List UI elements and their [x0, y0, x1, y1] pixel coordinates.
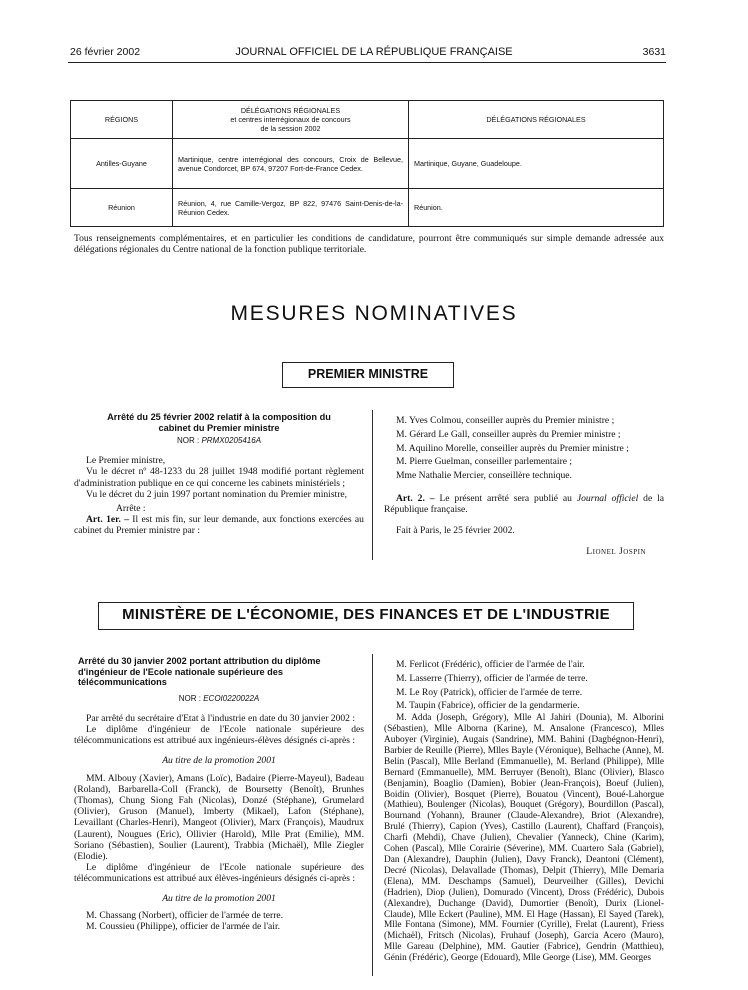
cell-delegations: Réunion. [409, 189, 664, 227]
list-item: M. Yves Colmou, conseiller auprès du Premier ministre ; [396, 415, 615, 426]
eco-nor: NOR : ECOI0220022A [178, 693, 260, 703]
eco-p1: Par arrêté du secrétaire d'Etat à l'industrie en date du 30 janvier 2002 : [86, 712, 356, 724]
eco-promo1: Au titre de la promotion 2001 [162, 755, 276, 767]
list-item: M. Ferlicot (Frédéric), officier de l'armée de l'air. [396, 659, 585, 670]
pm-arrete-left [74, 412, 364, 537]
pm-fait: Fait à Paris, le 25 février 2002. [396, 525, 515, 537]
list-item: M. Lasserre (Thierry), officier de l'armée de terre. [396, 672, 588, 684]
column-divider [372, 410, 373, 560]
pm-signature: Lionel Jospin [586, 545, 646, 557]
eco-arrete-right [384, 658, 664, 964]
pm-arrete-title: Arrêté du 25 février 2002 relatif à la composition du cabinet du Premier ministre [107, 412, 331, 433]
eco-p3: Le diplôme d'ingénieur de l'Ecole nationale supérieure des télécommunications est attribué aux élèves-ingénieurs désignés ci-après : [74, 862, 364, 885]
pm-art1: Art. 1er. – Il est mis fin, sur leur demande, aux fonctions exercées au cabinet du Premier ministre par : [74, 514, 364, 537]
delegations-table [70, 100, 664, 227]
list-item: M. Aquilino Morelle, conseiller auprès du Premier ministre ; [396, 442, 629, 454]
pm-nor: NOR : PRMX0205416A [176, 436, 262, 445]
list-item: M. Chassang (Norbert), officier de l'armée de terre. [86, 909, 284, 921]
journal-title: JOURNAL OFFICIEL DE LA RÉPUBLIQUE FRANÇAISE [235, 46, 513, 58]
header-delegations-centres: DÉLÉGATIONS RÉGIONALES et centres interrégionaux de concours de la session 2002 [173, 101, 409, 139]
eco-list1: MM. Albouy (Xavier), Amans (Loïc), Badaire (Pierre-Mayeul), Badeau (Roland), Barbarella-Coll (Franck), de Boursetty (Benoît), Brunhes (Thomas), Chung Siong Fah (Nicolas), Donzé (Stéphane), Grumelard (Olivier), Gruson (Manuel), Imberty (Mikael), Lafon (Stéphane), Levaillant (Charles-Henri), Mangeot (Olivier), Marx (François), Maudrux (Laurent), Nougues (Eric), Ollivier (Harold), Mlle Prat (Emilie), MM. Soriano (Sébastien), Soulier (Laurent), Trabbia (Michaël), Mlle Ziegler (Elodie). [74, 772, 364, 862]
premier-ministre-heading: PREMIER MINISTRE [282, 362, 454, 388]
table-row [71, 189, 664, 227]
pm-p3: Vu le décret du 2 juin 1997 portant nomination du Premier ministre, [86, 488, 348, 500]
eco-p2: Le diplôme d'ingénieur de l'Ecole nationale supérieure des télécommunications est attribué aux ingénieurs-élèves désignés ci-après : [74, 723, 364, 747]
header-date: 26 février 2002 [70, 46, 141, 58]
section-title: MESURES NOMINATIVES [230, 302, 518, 325]
list-item: M. Taupin (Fabrice), officier de la gendarmerie. [396, 700, 580, 712]
cell-centre: Martinique, centre interrégional des concours, Croix de Bellevue, avenue Condorcet, BP 674, 97207 Fort-de-France Cedex. [173, 139, 409, 189]
table-row [71, 139, 664, 189]
cell-delegations: Martinique, Guyane, Guadeloupe. [409, 139, 664, 189]
pm-arrete-word: Arrête : [116, 503, 146, 515]
list-item: M. Le Roy (Patrick), officier de l'armée de terre. [396, 686, 583, 698]
cell-centre: Réunion, 4, rue Camille-Vergoz, BP 822, 97476 Saint-Denis-de-la-Réunion Cedex. [173, 189, 409, 227]
header-rule [68, 62, 666, 63]
pm-p1: Le Premier ministre, [86, 455, 166, 467]
pm-arrete-right [384, 414, 664, 557]
cell-region: Réunion [71, 189, 173, 227]
pm-p2: Vu le décret nº 48-1233 du 28 juillet 1948 modifié portant règlement d'administration publique en ce qui concerne les cabinets ministériels ; [74, 466, 364, 489]
table-note: Tous renseignements complémentaires, et en particulier les conditions de candidature, pourront être communiqués sur simple demande adressée aux délégations régionales du Centre national de la fonction publique territoriale. [74, 234, 664, 255]
column-divider [372, 654, 373, 976]
header-regions: RÉGIONS [71, 101, 173, 139]
list-item: Mme Nathalie Mercier, conseillère technique. [396, 470, 572, 482]
cell-region: Antilles-Guyane [71, 139, 173, 189]
pm-art2: Art. 2. – Le présent arrêté sera publié au Journal officiel de la République française. [384, 492, 665, 516]
ministere-heading: MINISTÈRE DE L'ÉCONOMIE, DES FINANCES ET DE L'INDUSTRIE [98, 602, 634, 630]
header-delegations-regionales: DÉLÉGATIONS RÉGIONALES [409, 101, 664, 139]
eco-names-list: M. Adda (Joseph, Grégory), Mlle Al Jahiri (Dounia), M. Alborini (Sébastien), Mlle Alborna (Karine), M. Ansalone (Francesco), Mlles Auboyer (Virginie), Augais (Sandrine), MM. Bahini (Dagbégnon-Henri), Barbier de Reuille (Pierre), Mlles Bayle (Véronique), Belhache (Anne), M. Belin (Pascal), Mlle Berland (Emmanuelle), M. Berland (Philippe), Mlle Bernard (Emmanuelle), MM. Berruyer (Benoît), Blanc (Olivier), Blasco (Benjamin), Boaglio (Damien), Bobier (Jean-François), Boeuf (Julien), Boidin (Olivier), Bosquet (Pierre), Bouatou (Vincent), Boué-Lahorgue (Mathieu), Boulenger (Nicolas), Bouquet (Grégory), Bourdillon (Pascal), Bournand (Yohann), Brauner (Claude-Alexandre), Briot (Alexandre), Brulé (Thierry), Capion (Yves), Castillo (Laurent), Chaffard (François), Charfi (Mehdi), Chave (Julien), Chevalier (Yanneck), Chine (Karim), Cohen (Pascal), Mlle Corairie (Séverine), MM. Cuartero Sala (Gabriel), Dan (Alexandre), Dauphin (Julien), Davy Franck), Deantoni (Clément), Decré (Nicolas), Delavallade (Thomas), Delpit (Thierry), Mlle Demaria (Elena), MM. Deschamps (Samuel), Deurveilher (Gilles), Devichi (Hadrien), Diop (Julien), Domurado (Vincent), Dross (Frédéric), Dubois (Alexandre), Duchange (David), Dumortier (Benoît), Durix (Lionel-Claude), Mlle Eckert (Pauline), MM. El Hage (Hassan), El Sayed (Tarek), Mlle Fontana (Simone), MM. Fournier (Cyrille), Frelat (Laurent), Friess (Michaël), Fritsch (Nicolas), Fruhauf (Joseph), Garcia Acero (Mauro), Mlle Gareau (Delphine), MM. Gautier (Fabrice), Gendrin (Matthieu), Génin (Frédéric), George (Edouard), Mlle George (Lise), MM. Georges [384, 713, 664, 964]
eco-promo2: Au titre de la promotion 2001 [162, 892, 276, 904]
eco-arrete-left [74, 656, 364, 932]
eco-arrete-title: Arrêté du 30 janvier 2002 portant attribution du diplôme d'ingénieur de l'Ecole nationale supérieure des télécommunications [78, 656, 321, 687]
list-item: M. Pierre Guelman, conseiller parlementaire ; [396, 456, 573, 468]
list-item: M. Coussieu (Philippe), officier de l'armée de l'air. [86, 920, 281, 932]
page-number: 3631 [642, 46, 666, 58]
list-item: M. Gérard Le Gall, conseiller auprès du Premier ministre ; [396, 428, 621, 440]
